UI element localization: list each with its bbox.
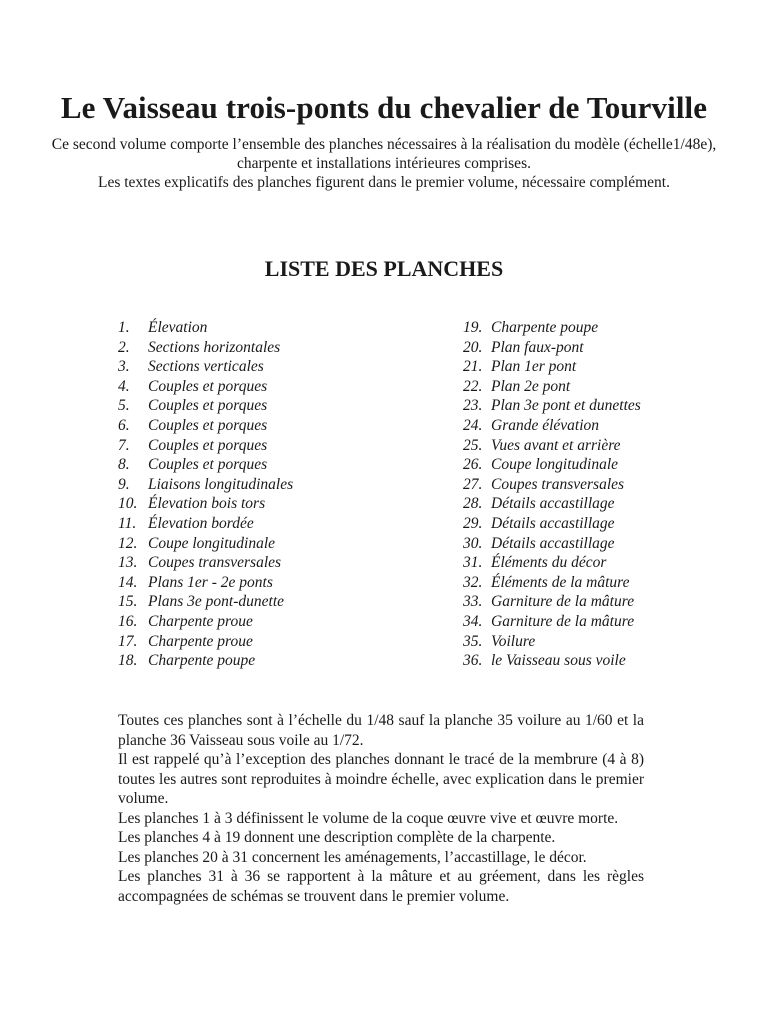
- plate-label: Éléments de la mâture: [491, 573, 630, 591]
- intro-line: Ce second volume comporte l’ensemble des planches nécessaires à la réalisation du modèle (échelle1/48e),: [51, 136, 717, 153]
- plate-label: Grande élévation: [491, 416, 600, 434]
- plate-number: 24.: [463, 416, 483, 434]
- plate-number: 22.: [463, 377, 483, 395]
- plate-list-item: [118, 377, 293, 397]
- plate-label: Liaisons longitudinales: [148, 475, 294, 493]
- plate-number: 29.: [463, 514, 483, 532]
- plate-list-item: [118, 651, 293, 671]
- plate-label: Charpente poupe: [148, 652, 256, 670]
- plate-number: 4.: [118, 377, 130, 395]
- plate-list-item: [118, 573, 293, 593]
- plate-list-item: [118, 514, 293, 534]
- plate-number: 23.: [463, 397, 483, 415]
- plate-label: Charpente proue: [148, 612, 253, 630]
- plate-number: 25.: [463, 436, 483, 454]
- plate-label: Coupes transversales: [148, 554, 282, 572]
- intro-text: [10, 135, 758, 192]
- plate-label: Plans 1er - 2e ponts: [148, 573, 273, 591]
- plate-number: 11.: [118, 514, 137, 532]
- plate-list-item: [463, 494, 641, 514]
- plate-label: Garniture de la mâture: [491, 612, 635, 630]
- plate-list-item: [463, 514, 641, 534]
- plate-number: 9.: [118, 475, 130, 493]
- plate-label: Plan 1er pont: [491, 358, 577, 376]
- plate-number: 21.: [463, 358, 483, 376]
- plate-number: 32.: [463, 573, 483, 591]
- plate-number: 12.: [118, 534, 138, 552]
- body-paragraph: Les planches 4 à 19 donnent une description complète de la charpente.: [118, 829, 556, 846]
- plate-label: Coupe longitudinale: [491, 456, 619, 474]
- plate-number: 14.: [118, 573, 138, 591]
- plate-list-item: [118, 338, 293, 358]
- plate-label: Couples et porques: [148, 397, 268, 415]
- intro-line: charpente et installations intérieures comprises.: [237, 155, 531, 172]
- plate-list-item: [118, 632, 293, 652]
- intro-line: Les textes explicatifs des planches figurent dans le premier volume, nécessaire complément.: [97, 174, 670, 191]
- plate-list-item: [118, 357, 293, 377]
- plate-label: Plan 2e pont: [491, 377, 571, 395]
- plate-list-item: [118, 494, 293, 514]
- plate-label: Couples et porques: [148, 436, 268, 454]
- plate-number: 19.: [463, 319, 483, 336]
- plate-label: Charpente poupe: [491, 319, 599, 336]
- plate-number: 27.: [463, 475, 483, 493]
- page-title: Le Vaisseau trois-ponts du chevalier de Tourville: [60, 90, 708, 125]
- plates-list-left: [118, 318, 293, 671]
- plate-label: Coupe longitudinale: [148, 534, 276, 552]
- plate-label: Plan 3e pont et dunettes: [491, 397, 641, 415]
- plate-number: 16.: [118, 612, 138, 630]
- plate-label: le Vaisseau sous voile: [491, 652, 626, 670]
- plate-list-item: [118, 436, 293, 456]
- plate-list-item: [118, 592, 293, 612]
- plate-label: Éléments du décor: [491, 554, 607, 572]
- plate-label: Coupes transversales: [491, 475, 625, 493]
- plate-label: Plans 3e pont-dunette: [148, 593, 285, 611]
- plate-list-item: [463, 338, 641, 358]
- body-paragraph: Les planches 20 à 31 concernent les aménagements, l’accastillage, le décor.: [118, 848, 587, 866]
- plate-list-item: [118, 475, 293, 495]
- plate-label: Sections verticales: [148, 358, 264, 376]
- plate-number: 15.: [118, 593, 138, 611]
- plate-label: Plan faux-pont: [491, 338, 584, 356]
- plate-label: Charpente proue: [148, 632, 253, 650]
- plate-number: 17.: [118, 632, 138, 650]
- plate-label: Détails accastillage: [491, 495, 615, 513]
- plate-number: 18.: [118, 652, 138, 670]
- plate-label: Vues avant et arrière: [491, 436, 621, 454]
- plate-list-item: [463, 396, 641, 416]
- plate-list-item: [463, 651, 641, 671]
- plate-number: 30.: [463, 534, 483, 552]
- plate-list-item: [463, 592, 641, 612]
- body-paragraph: Les planches 1 à 3 définissent le volume de la coque œuvre vive et œuvre morte.: [118, 809, 619, 827]
- plate-number: 7.: [118, 436, 130, 454]
- plate-label: Élevation bordée: [148, 514, 254, 532]
- plate-list-item: [463, 573, 641, 593]
- plate-number: 33.: [463, 593, 483, 611]
- plate-list-item: [118, 396, 293, 416]
- plate-label: Élevation: [148, 319, 208, 336]
- body-paragraph: Toutes ces planches sont à l’échelle du 1/48 sauf la planche 35 voilure au 1/60 et la planche 36 Vaisseau sous voile au 1/72.: [118, 712, 644, 749]
- plate-list-item: [463, 318, 641, 338]
- plate-label: Couples et porques: [148, 416, 268, 434]
- plate-number: 10.: [118, 495, 138, 513]
- plate-list-item: [118, 318, 293, 338]
- plate-number: 6.: [118, 416, 130, 434]
- plate-number: 36.: [463, 652, 483, 670]
- plate-list-item: [463, 475, 641, 495]
- plates-list-heading: LISTE DES PLANCHES: [264, 256, 504, 281]
- plate-number: 34.: [463, 612, 483, 630]
- plate-list-item: [463, 436, 641, 456]
- plate-list-item: [118, 553, 293, 573]
- plate-number: 13.: [118, 554, 138, 572]
- plate-number: 35.: [463, 632, 483, 650]
- plate-label: Élevation bois tors: [148, 495, 266, 513]
- plate-list-item: [463, 416, 641, 436]
- plates-list-right: [463, 318, 641, 671]
- body-paragraph: Les planches 31 à 36 se rapportent à la mâture et au gréement, dans les règles accompagnées de schémas se trouvent dans le premier volume.: [118, 868, 644, 905]
- body-paragraph: Il est rappelé qu’à l’exception des planches donnant le tracé de la membrure (4 à 8) toutes les autres sont reproduites à moindre échelle, avec explication dans le premier volume.: [118, 751, 644, 807]
- explanatory-text: [118, 711, 644, 906]
- plate-label: Couples et porques: [148, 377, 268, 395]
- plate-label: Détails accastillage: [491, 534, 615, 552]
- plate-number: 31.: [463, 554, 483, 572]
- plate-label: Sections horizontales: [148, 338, 281, 356]
- plate-list-item: [463, 553, 641, 573]
- plate-list-item: [463, 455, 641, 475]
- plate-label: Détails accastillage: [491, 514, 615, 532]
- plate-list-item: [463, 377, 641, 397]
- plate-list-item: [463, 632, 641, 652]
- plate-number: 8.: [118, 456, 130, 474]
- plate-list-item: [463, 357, 641, 377]
- plate-label: Voilure: [491, 632, 536, 650]
- plate-list-item: [118, 455, 293, 475]
- plate-number: 1.: [118, 319, 130, 336]
- plate-list-item: [118, 612, 293, 632]
- plate-number: 20.: [463, 338, 483, 356]
- plate-list-item: [463, 612, 641, 632]
- plate-number: 3.: [118, 358, 130, 376]
- plate-number: 2.: [118, 338, 130, 356]
- plate-number: 28.: [463, 495, 483, 513]
- plate-list-item: [463, 534, 641, 554]
- plate-label: Garniture de la mâture: [491, 593, 635, 611]
- plate-number: 5.: [118, 397, 130, 415]
- plate-number: 26.: [463, 456, 483, 474]
- plate-label: Couples et porques: [148, 456, 268, 474]
- plate-list-item: [118, 534, 293, 554]
- plate-list-item: [118, 416, 293, 436]
